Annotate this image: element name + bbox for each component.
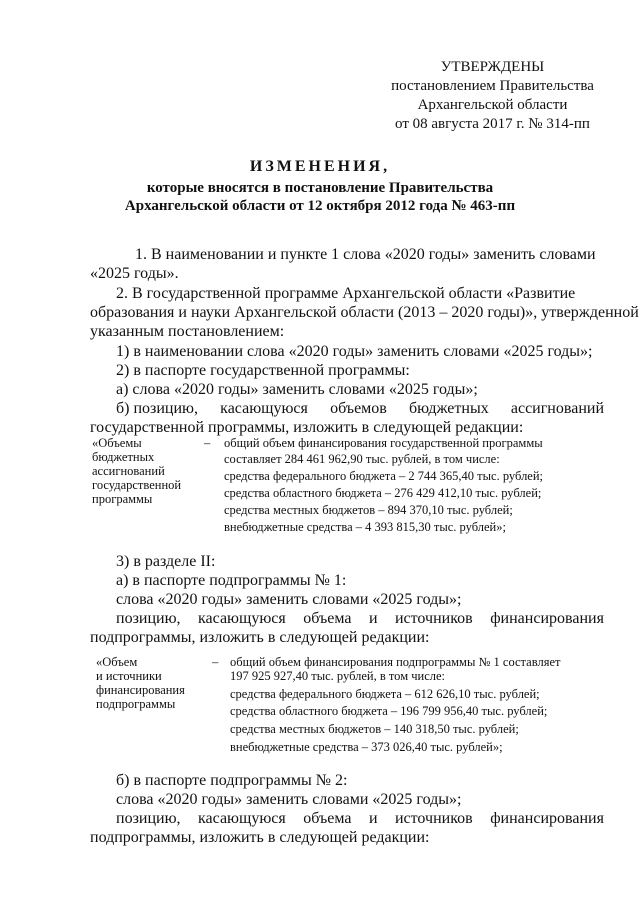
table-1-value: составляет 284 461 962,90 тыс. рублей, в том числе: (224, 452, 500, 466)
table-1-value: внебюджетные средства – 4 393 815,30 тыс. рублей»; (224, 520, 506, 534)
list-item: слова «2020 годы» заменить словами «2025 годы»; (116, 791, 462, 808)
table-1-value: средства местных бюджетов – 894 370,10 тыс. рублей; (224, 503, 513, 517)
table-2-value: средства областного бюджета – 196 799 956,40 тыс. рублей; (230, 704, 548, 718)
word: касающуюся (198, 610, 286, 627)
approval-heading: УТВЕРЖДЕНЫ (440, 59, 545, 75)
word: объема (303, 810, 352, 827)
approval-line: Архангельской области (417, 97, 568, 113)
table-2-dash: – (212, 655, 219, 669)
word: финансирования (490, 810, 604, 827)
list-item-cont: подпрограммы, изложить в следующей редакции: (90, 829, 430, 846)
word: объема (303, 610, 352, 627)
word: ассигнований (510, 400, 604, 417)
word: источников (394, 610, 473, 627)
word: объемов (330, 400, 387, 417)
list-item-justified (116, 609, 604, 628)
word: бюджетных (409, 400, 489, 417)
document-subtitle: которые вносятся в постановление Правительства (146, 180, 494, 196)
list-item: слова «2020 годы» заменить словами «2025 годы»; (116, 591, 462, 608)
list-item-cont: подпрограммы, изложить в следующей редакции: (90, 629, 430, 646)
list-item: 2) в паспорте государственной программы: (116, 362, 410, 379)
document-subtitle: Архангельской области от 12 октября 2012 года № 463-пп (124, 198, 516, 214)
table-2-value: 197 925 927,40 тыс. рублей, в том числе: (230, 669, 446, 683)
word: касающуюся (198, 810, 286, 827)
table-1-dash: – (204, 436, 211, 450)
paragraph-2-cont: образования и науки Архангельской области (2013 – 2020 годы)», утвержденной (90, 304, 639, 321)
paragraph-1: 1. В наименовании и пункте 1 слова «2020 годы» заменить словами (135, 246, 596, 263)
word: касающуюся (220, 400, 308, 417)
paragraph-2: 2. В государственной программе Архангельской области «Развитие (116, 285, 576, 302)
table-1-value: средства областного бюджета – 276 429 412,10 тыс. рублей; (224, 486, 542, 500)
word: и (368, 610, 378, 627)
word: б) позицию, (116, 400, 198, 417)
table-2-value: общий объем финансирования подпрограммы № 1 составляет (230, 655, 561, 669)
list-item-cont: государственной программы, изложить в следующей редакции: (90, 419, 524, 436)
table-2-value: средства местных бюджетов – 140 318,50 тыс. рублей; (230, 722, 519, 736)
paragraph-1-cont: «2025 годы». (90, 265, 179, 282)
list-item: 3) в разделе II: (116, 553, 216, 570)
document-title: ИЗМЕНЕНИЯ, (249, 158, 391, 175)
table-1-value: общий объем финансирования государственной программы (224, 436, 543, 450)
word: позицию, (116, 610, 181, 627)
word: финансирования (490, 610, 604, 627)
list-item-justified (116, 809, 604, 828)
table-2-label: «Объем и источники финансирования подпрограммы (96, 655, 185, 711)
list-item: а) слова «2020 годы» заменить словами «2025 годы»; (116, 381, 478, 398)
approval-date: от 08 августа 2017 г. № 314-пп (395, 116, 590, 132)
approval-line: постановлением Правительства (391, 78, 594, 94)
list-item: б) в паспорте подпрограммы № 2: (116, 772, 348, 789)
table-1-label: «Объемы бюджетных ассигнований государственной программы (92, 436, 182, 506)
list-item: 1) в наименовании слова «2020 годы» заменить словами «2025 годы»; (116, 343, 593, 360)
paragraph-2-cont: указанным постановлением: (90, 323, 285, 340)
list-item-justified (116, 399, 604, 418)
word: источников (394, 810, 473, 827)
table-2-value: внебюджетные средства – 373 026,40 тыс. рублей»; (230, 740, 503, 754)
word: позицию, (116, 810, 181, 827)
list-item: а) в паспорте подпрограммы № 1: (116, 572, 347, 589)
table-2-value: средства федерального бюджета – 612 626,10 тыс. рублей; (230, 687, 540, 701)
word: и (368, 810, 378, 827)
approval-block (360, 58, 625, 134)
table-1-value: средства федерального бюджета – 2 744 365,40 тыс. рублей; (224, 469, 544, 483)
